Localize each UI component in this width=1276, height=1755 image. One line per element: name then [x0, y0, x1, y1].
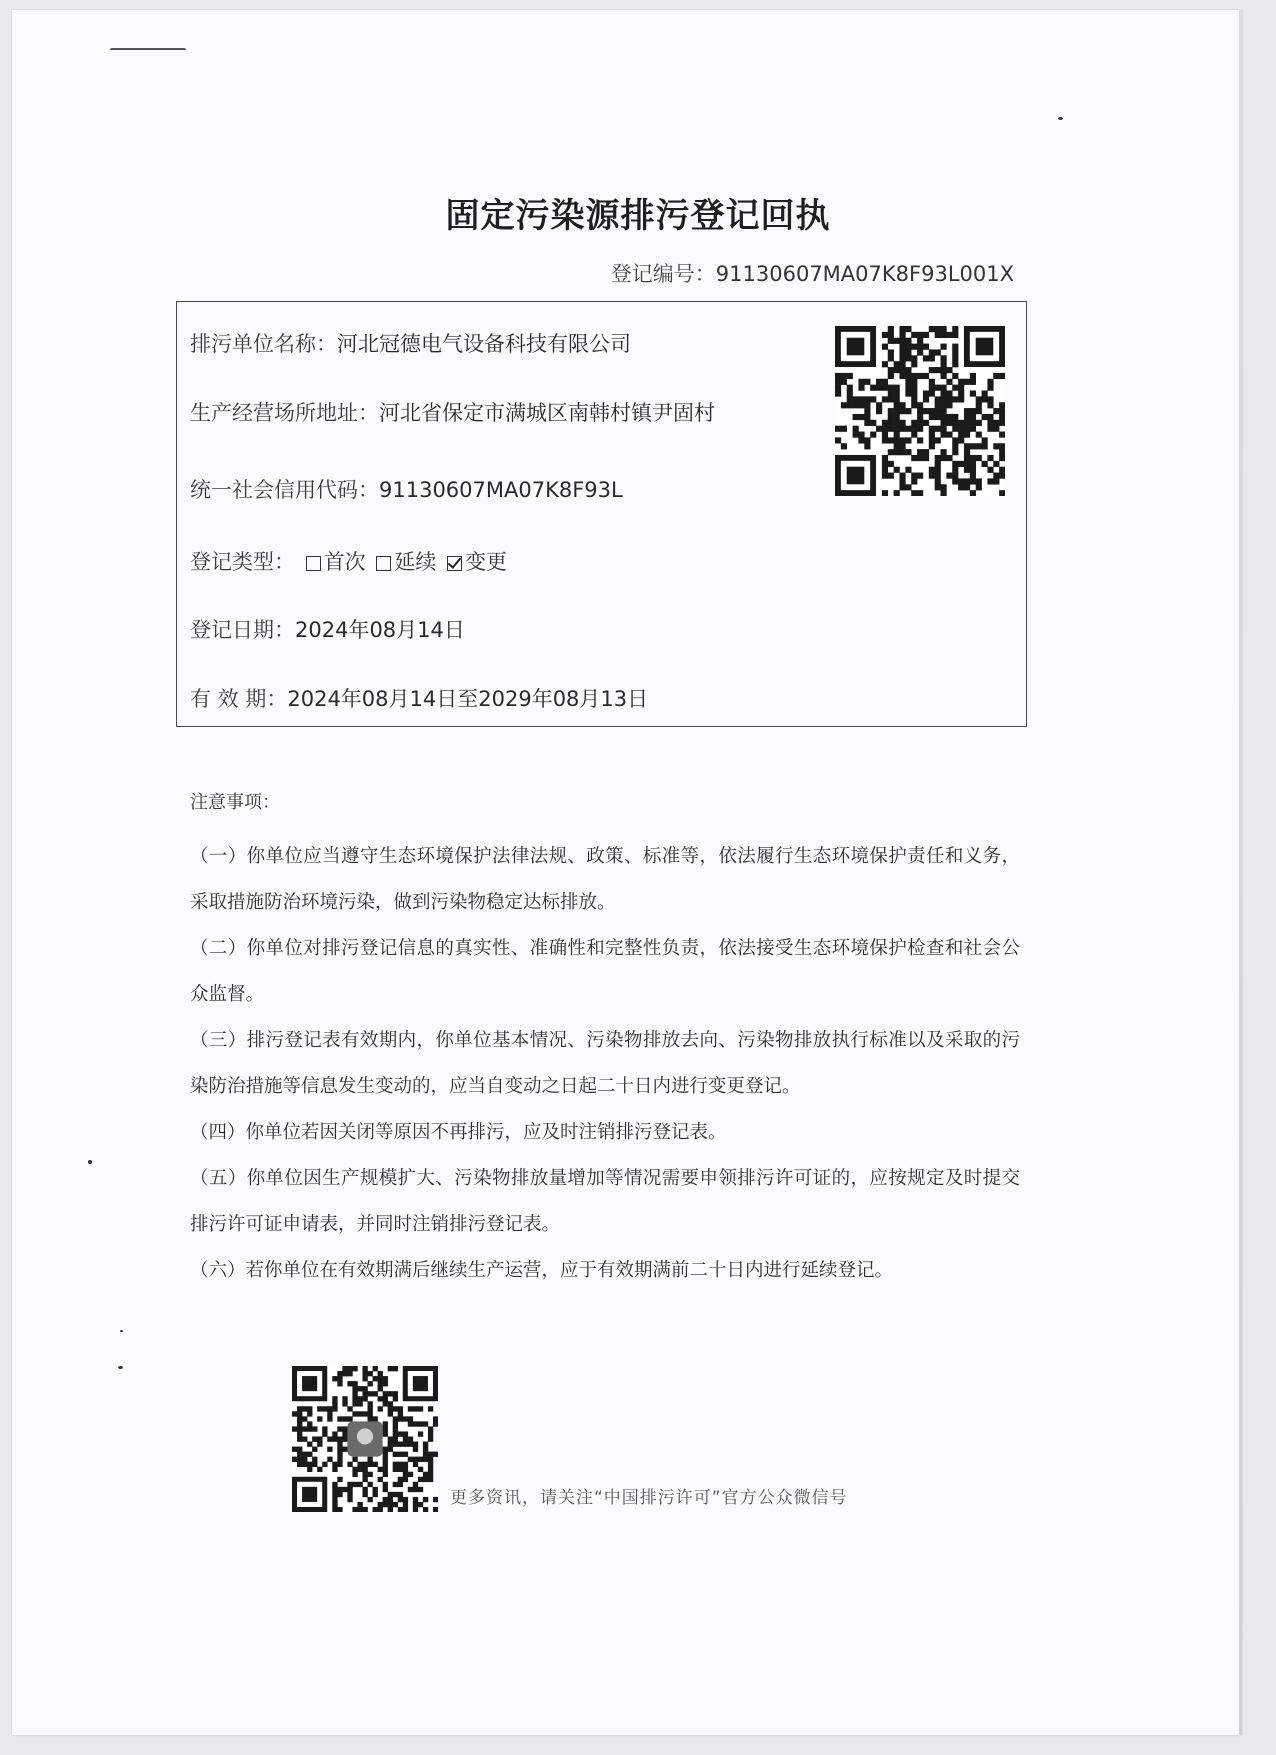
- unit-name-label: 排污单位名称：: [190, 332, 337, 356]
- wechat-follow-text: 更多资讯，请关注“中国排污许可”官方公众微信号: [450, 1488, 848, 1508]
- validity-row: [190, 683, 648, 713]
- notes-section: [190, 788, 1020, 1294]
- option-first: 首次: [323, 550, 366, 574]
- registration-number-value: 91130607MA07K8F93L001X: [715, 262, 1014, 286]
- note-item: （二）你单位对排污登记信息的真实性、准确性和完整性负责，依法接受生态环境保护检查和社会公众监督。: [190, 938, 1020, 1005]
- note-item: （六）若你单位在有效期满后继续生产运营，应于有效期满前二十日内进行延续登记。: [190, 1260, 894, 1281]
- note-item: （五）你单位因生产规模扩大、污染物排放量增加等情况需要申领排污许可证的，应按规定及时提交排污许可证申请表，并同时注销排污登记表。: [190, 1168, 1020, 1235]
- address-row: [190, 397, 715, 427]
- speck: [1058, 117, 1063, 120]
- option-change: 变更: [465, 550, 508, 574]
- credit-code-row: [190, 474, 623, 504]
- document-title: 固定污染源排污登记回执: [445, 196, 831, 236]
- speck: [120, 1330, 123, 1332]
- unit-name-value: 河北冠德电气设备科技有限公司: [337, 332, 631, 356]
- credit-code-label: 统一社会信用代码：: [190, 478, 379, 502]
- pen-mark: [110, 48, 186, 54]
- address-label: 生产经营场所地址：: [190, 401, 379, 425]
- qr-code-icon: [835, 326, 1005, 496]
- checkbox-change-checked-icon: [447, 556, 462, 571]
- checkbox-first-icon: [306, 556, 321, 571]
- note-item: （三）排污登记表有效期内，你单位基本情况、污染物排放去向、污染物排放执行标准以及采取的污染防治措施等信息发生变动的，应当自变动之日起二十日内进行变更登记。: [190, 1030, 1020, 1097]
- address-value: 河北省保定市满城区南韩村镇尹固村: [379, 401, 715, 425]
- unit-name-row: [190, 328, 631, 358]
- validity-value: 2024年08月14日至2029年08月13日: [287, 687, 649, 711]
- registration-number-label: 登记编号：: [610, 262, 716, 286]
- checkbox-renew-icon: [376, 556, 391, 571]
- validity-label: 有 效 期：: [190, 687, 288, 711]
- note-item: （一）你单位应当遵守生态环境保护法律法规、政策、标准等，依法履行生态环境保护责任和义务，采取措施防治环境污染，做到污染物稳定达标排放。: [190, 846, 1020, 913]
- registration-date-row: [190, 614, 465, 644]
- registration-date-label: 登记日期：: [190, 618, 295, 642]
- registration-number: [611, 258, 1014, 288]
- note-item: （四）你单位若因关闭等原因不再排污，应及时注销排污登记表。: [190, 1122, 727, 1143]
- option-renew: 延续: [394, 550, 437, 574]
- registration-info-box: [176, 301, 1027, 727]
- credit-code-value: 91130607MA07K8F93L: [379, 478, 623, 502]
- speck: [118, 1366, 123, 1369]
- registration-date-value: 2024年08月14日: [295, 618, 465, 642]
- notes-heading: 注意事项：: [190, 792, 280, 813]
- page-edge: [1239, 10, 1242, 1735]
- speck: [88, 1160, 92, 1164]
- registration-type-row: [190, 546, 507, 576]
- registration-type-label: 登记类型：: [190, 550, 295, 574]
- wechat-qr-code-icon: [292, 1366, 438, 1512]
